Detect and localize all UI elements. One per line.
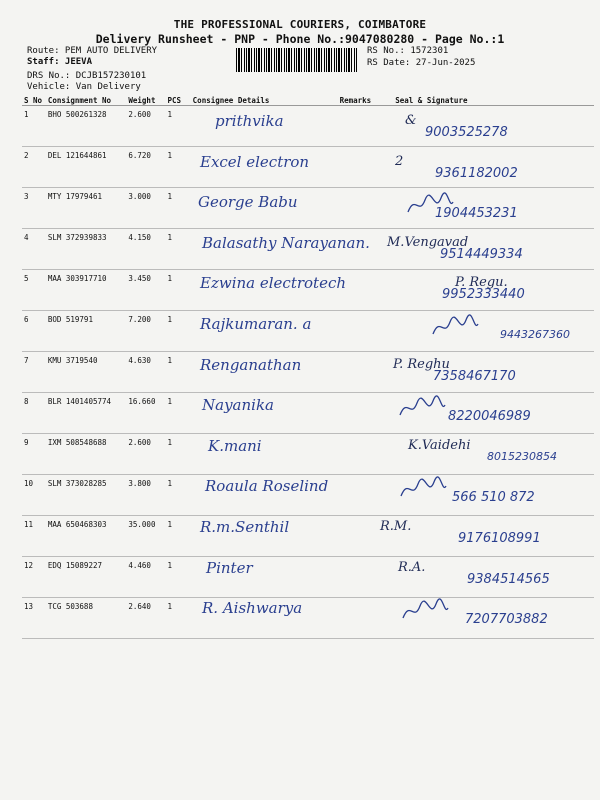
row-consignment-no: BHO 500261328 xyxy=(46,106,127,147)
rs-number: RS No.: 1572301 xyxy=(367,46,449,56)
row-pcs: 1 xyxy=(166,352,191,393)
staff-label: Staff: JEEVA xyxy=(27,57,93,67)
handwritten-consignee: Renganathan xyxy=(200,355,302,374)
row-remarks-cell xyxy=(338,147,396,188)
row-weight: 16.660 xyxy=(126,393,165,434)
col-consignment: Consignment No xyxy=(46,95,127,106)
row-pcs: 1 xyxy=(166,598,191,639)
handwritten-phone: 566 510 872 xyxy=(452,490,535,506)
row-consignment-no: SLM 373028285 xyxy=(46,475,127,516)
row-consignment-no: MTY 17979461 xyxy=(46,188,127,229)
row-remarks-cell xyxy=(338,598,396,639)
col-sno: S No xyxy=(22,95,46,106)
row-sno: 2 xyxy=(22,147,46,188)
row-sno: 7 xyxy=(22,352,46,393)
row-consignment-no: MAA 303917710 xyxy=(46,270,127,311)
col-consignee: Consignee Details xyxy=(191,95,338,106)
handwritten-consignee: Rajkumaran. a xyxy=(200,315,312,333)
table-row xyxy=(22,106,594,147)
drs-label: DRS No.: DCJB157230101 xyxy=(27,71,147,81)
handwritten-signature: K.Vaidehi xyxy=(408,437,471,453)
col-pcs: PCS xyxy=(166,95,191,106)
handwritten-phone: 9003525278 xyxy=(425,125,508,140)
row-consignment-no: IXM 508548688 xyxy=(46,434,127,475)
row-sno: 4 xyxy=(22,229,46,270)
row-pcs: 1 xyxy=(166,475,191,516)
handwritten-consignee: Roaula Roselind xyxy=(205,477,329,496)
row-pcs: 1 xyxy=(166,106,191,147)
handwritten-signature: 2 xyxy=(395,153,404,169)
row-weight: 35.000 xyxy=(126,516,165,557)
handwritten-signature: & xyxy=(405,113,417,128)
row-consignment-no: EDQ 15089227 xyxy=(46,557,127,598)
row-weight: 2.600 xyxy=(126,106,165,147)
row-remarks-cell xyxy=(338,557,396,598)
row-consignment-no: MAA 650468303 xyxy=(46,516,127,557)
row-weight: 2.600 xyxy=(126,434,165,475)
row-sno: 5 xyxy=(22,270,46,311)
row-remarks-cell xyxy=(338,106,396,147)
row-pcs: 1 xyxy=(166,270,191,311)
table-header-row xyxy=(22,95,594,106)
row-remarks-cell xyxy=(338,352,396,393)
row-remarks-cell xyxy=(338,311,396,352)
handwritten-signature: M.Vengavad xyxy=(387,234,469,250)
row-weight: 6.720 xyxy=(126,147,165,188)
handwritten-phone: 7358467170 xyxy=(433,368,516,384)
handwritten-consignee: prithvika xyxy=(215,112,284,130)
handwritten-phone: 9514449334 xyxy=(440,246,523,262)
row-sno: 13 xyxy=(22,598,46,639)
row-sno: 12 xyxy=(22,557,46,598)
row-consignment-no: TCG 503688 xyxy=(46,598,127,639)
row-sno: 11 xyxy=(22,516,46,557)
handwritten-phone: 8220046989 xyxy=(448,409,531,425)
handwritten-consignee: George Babu xyxy=(198,193,298,212)
handwritten-consignee: R. Aishwarya xyxy=(202,599,303,618)
rs-date: RS Date: 27-Jun-2025 xyxy=(367,58,476,68)
handwritten-phone: 1904453231 xyxy=(435,206,518,222)
handwritten-signature: R.A. xyxy=(398,559,426,575)
row-pcs: 1 xyxy=(166,434,191,475)
handwritten-phone: 9952333440 xyxy=(442,287,525,303)
col-seal: Seal & Signature xyxy=(395,95,594,106)
row-weight: 3.000 xyxy=(126,188,165,229)
row-pcs: 1 xyxy=(166,188,191,229)
runsheet-title: Delivery Runsheet - PNP - Phone No.:9047080280 - Page No.:1 xyxy=(95,32,505,46)
row-sno: 3 xyxy=(22,188,46,229)
row-weight: 7.200 xyxy=(126,311,165,352)
row-pcs: 1 xyxy=(166,516,191,557)
handwritten-phone: 8015230854 xyxy=(487,449,557,463)
handwritten-consignee: Balasathy Narayanan. xyxy=(202,233,370,252)
handwritten-consignee: Pinter xyxy=(206,558,253,577)
handwritten-phone: 7207703882 xyxy=(465,612,548,628)
row-pcs: 1 xyxy=(166,557,191,598)
row-pcs: 1 xyxy=(166,147,191,188)
col-remarks: Remarks xyxy=(338,95,396,106)
row-consignment-no: BLR 1401405774 xyxy=(46,393,127,434)
row-pcs: 1 xyxy=(166,311,191,352)
col-weight: Weight xyxy=(126,95,165,106)
company-title: THE PROFESSIONAL COURIERS, COIMBATORE xyxy=(173,18,427,31)
handwritten-consignee: K.mani xyxy=(208,436,262,455)
row-sno: 1 xyxy=(22,106,46,147)
row-sno: 8 xyxy=(22,393,46,434)
row-remarks-cell xyxy=(338,188,396,229)
row-remarks-cell xyxy=(338,475,396,516)
row-consignment-no: DEL 121644861 xyxy=(46,147,127,188)
row-pcs: 1 xyxy=(166,393,191,434)
handwritten-phone: 9176108991 xyxy=(458,531,541,546)
row-sno: 9 xyxy=(22,434,46,475)
row-weight: 2.640 xyxy=(126,598,165,639)
row-pcs: 1 xyxy=(166,229,191,270)
row-remarks-cell xyxy=(338,434,396,475)
row-consignment-no: SLM 372939833 xyxy=(46,229,127,270)
handwritten-phone: 9361182002 xyxy=(435,165,518,181)
handwritten-phone: 9384514565 xyxy=(467,571,550,587)
barcode xyxy=(236,48,358,72)
handwritten-phone: 9443267360 xyxy=(500,328,570,341)
row-weight: 3.800 xyxy=(126,475,165,516)
handwritten-consignee: Nayanika xyxy=(202,396,274,415)
signature-scribble xyxy=(430,314,480,340)
row-remarks-cell xyxy=(338,270,396,311)
signature-scribble xyxy=(397,395,447,421)
row-weight: 4.460 xyxy=(126,557,165,598)
row-sno: 6 xyxy=(22,311,46,352)
handwritten-consignee: Ezwina electrotech xyxy=(200,274,347,293)
handwritten-signature: R.M. xyxy=(380,519,412,534)
handwritten-signature: P. Reghu xyxy=(393,356,450,372)
row-weight: 3.450 xyxy=(126,270,165,311)
signature-scribble xyxy=(400,598,450,624)
handwritten-signature: P. Regu. xyxy=(455,275,508,291)
row-remarks-cell xyxy=(338,393,396,434)
vehicle-label: Vehicle: Van Delivery xyxy=(27,82,141,92)
row-consignment-no: BOD 519791 xyxy=(46,311,127,352)
row-weight: 4.150 xyxy=(126,229,165,270)
handwritten-consignee: R.m.Senthil xyxy=(200,518,290,536)
handwritten-consignee: Excel electron xyxy=(200,152,310,171)
route-label: Route: PEM AUTO DELIVERY xyxy=(27,46,158,56)
row-sno: 10 xyxy=(22,475,46,516)
row-weight: 4.630 xyxy=(126,352,165,393)
signature-scribble xyxy=(398,476,448,502)
row-consignment-no: KMU 3719540 xyxy=(46,352,127,393)
